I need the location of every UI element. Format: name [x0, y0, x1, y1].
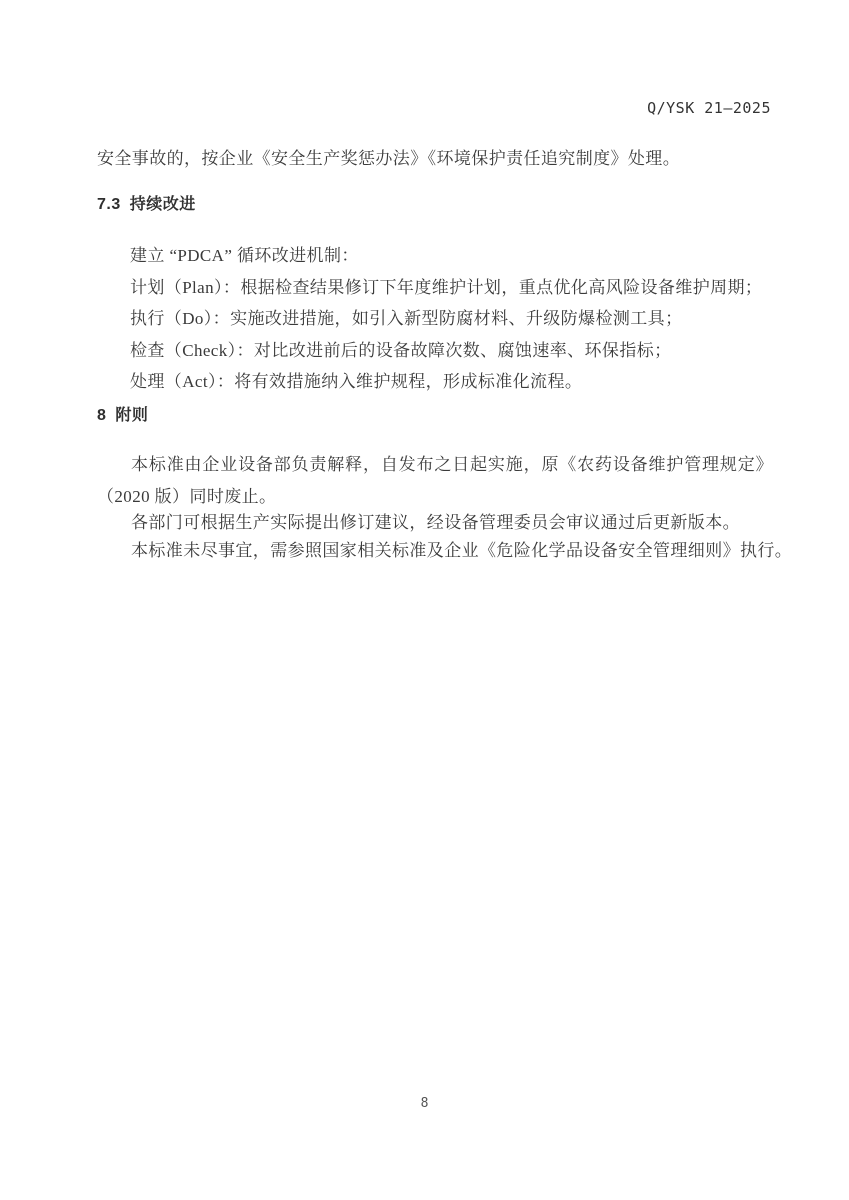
- section-8-number: 8: [97, 407, 107, 424]
- page-number: 8: [420, 1096, 429, 1111]
- pdca-item-do: 执行（Do）：实施改进措施，如引入新型防腐材料、升级防爆检测工具；: [130, 309, 683, 328]
- section-7-3-heading: [97, 191, 196, 214]
- section-8-heading: [97, 402, 148, 425]
- section-8-title: 附则: [115, 407, 149, 424]
- section-7-3-title: 持续改进: [129, 196, 196, 213]
- intro-paragraph: 安全事故的，按企业《安全生产奖惩办法》《环境保护责任追究制度》处理。: [97, 149, 681, 168]
- section-8-paragraph-reference: 本标准未尽事宜，需参照国家相关标准及企业《危险化学品设备安全管理细则》执行。: [131, 541, 793, 560]
- section-8-paragraph-interpretation: 本标准由企业设备部负责解释，自发布之日起实施，原《农药设备维护管理规定》（2020 版）同时废止。: [97, 455, 773, 506]
- pdca-list: [97, 240, 773, 398]
- pdca-item-plan: 计划（Plan）：根据检查结果修订下年度维护计划，重点优化高风险设备维护周期；: [130, 277, 763, 297]
- section-7-3-number: 7.3: [97, 196, 121, 213]
- standard-code-header: Q/YSK 21—2025: [647, 99, 771, 117]
- pdca-item-act: 处理（Act）：将有效措施纳入维护规程，形成标准化流程。: [130, 372, 583, 391]
- pdca-item-check: 检查（Check）：对比改进前后的设备故障次数、腐蚀速率、环保指标；: [130, 340, 672, 360]
- section-8-paragraph-revision: 各部门可根据生产实际提出修订建议，经设备管理委员会审议通过后更新版本。: [131, 513, 740, 532]
- pdca-item-establish: 建立 “PDCA” 循环改进机制：: [130, 246, 359, 265]
